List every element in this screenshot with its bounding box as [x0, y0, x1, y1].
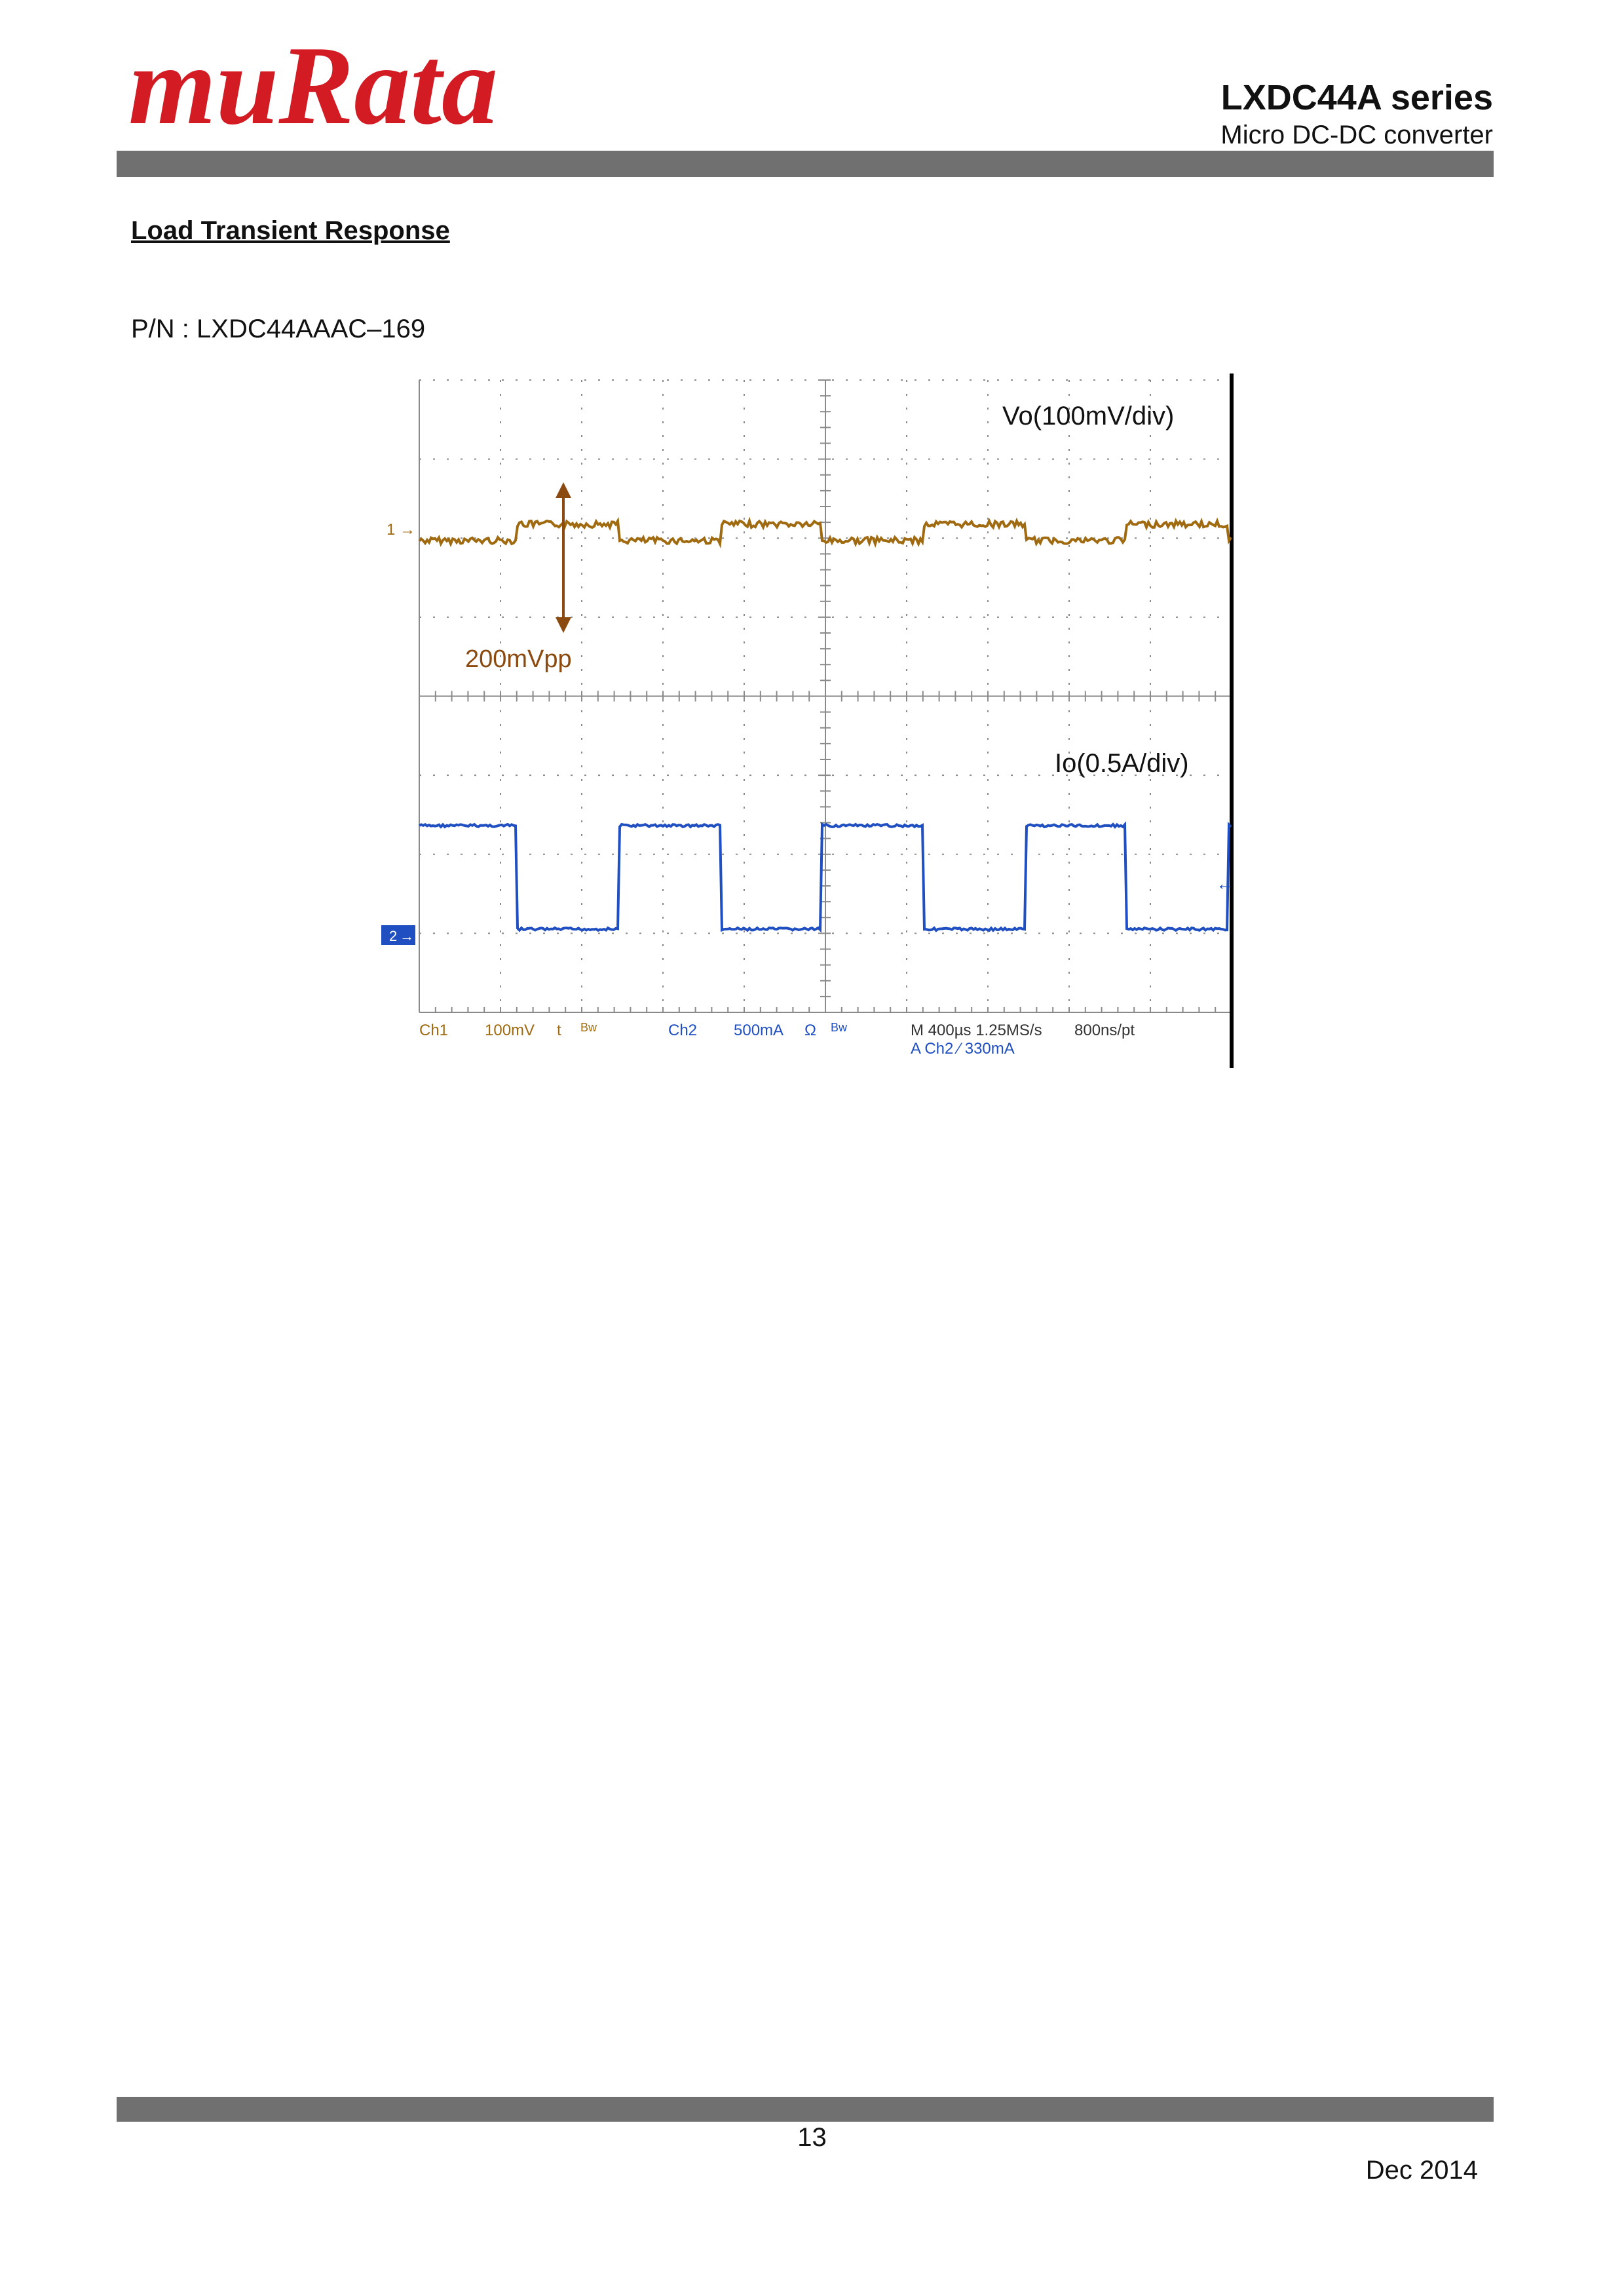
header-rule: [117, 151, 1494, 177]
ripple-arrow: [556, 482, 571, 633]
vo-label: Vo(100mV/div): [1002, 402, 1175, 430]
readout-ch2: Ch2: [668, 1022, 698, 1039]
oscilloscope-plot: [367, 367, 1258, 1068]
ch1-marker: 1: [387, 521, 396, 539]
footer-date: Dec 2014: [1365, 2156, 1478, 2185]
part-number: P/N : LXDC44AAAC–169: [131, 315, 426, 343]
io-label: Io(0.5A/div): [1055, 749, 1189, 778]
readout-ch2-bw: Bw: [831, 1021, 848, 1034]
section-title: Load Transient Response: [131, 216, 450, 245]
scope-readout: [419, 1021, 1135, 1058]
page-number: 13: [797, 2123, 827, 2152]
scope-grid: [419, 380, 1232, 1012]
ripple-label: 200mVpp: [465, 645, 572, 673]
readout-ch2-scale: 500mA: [734, 1022, 784, 1039]
readout-ch1-coupling: t: [557, 1022, 561, 1039]
series-title: LXDC44A series: [1220, 78, 1493, 117]
readout-ch1-scale: 100mV: [485, 1022, 535, 1039]
readout-trigger: A Ch2 ⁄ 330mA: [911, 1040, 1015, 1058]
readout-ch2-coupling: Ω: [804, 1022, 816, 1039]
readout-ch1: Ch1: [419, 1022, 449, 1039]
ch2-marker-arrow: →: [400, 928, 414, 944]
readout-record: 800ns/pt: [1074, 1022, 1135, 1039]
murata-logo-text: muRata: [128, 30, 498, 136]
readout-timebase: M 400µs 1.25MS/s: [911, 1022, 1042, 1039]
murata-logo: [128, 30, 556, 136]
ch1-marker-arrow: →: [400, 521, 415, 539]
ch2-marker: 2: [389, 928, 398, 944]
readout-ch1-bw: Bw: [580, 1021, 597, 1034]
footer-rule: [117, 2097, 1494, 2122]
oscilloscope-capture: [367, 367, 1258, 1068]
series-subtitle: Micro DC-DC converter: [1220, 121, 1493, 149]
trigger-level-arrow: ←: [1216, 873, 1234, 894]
